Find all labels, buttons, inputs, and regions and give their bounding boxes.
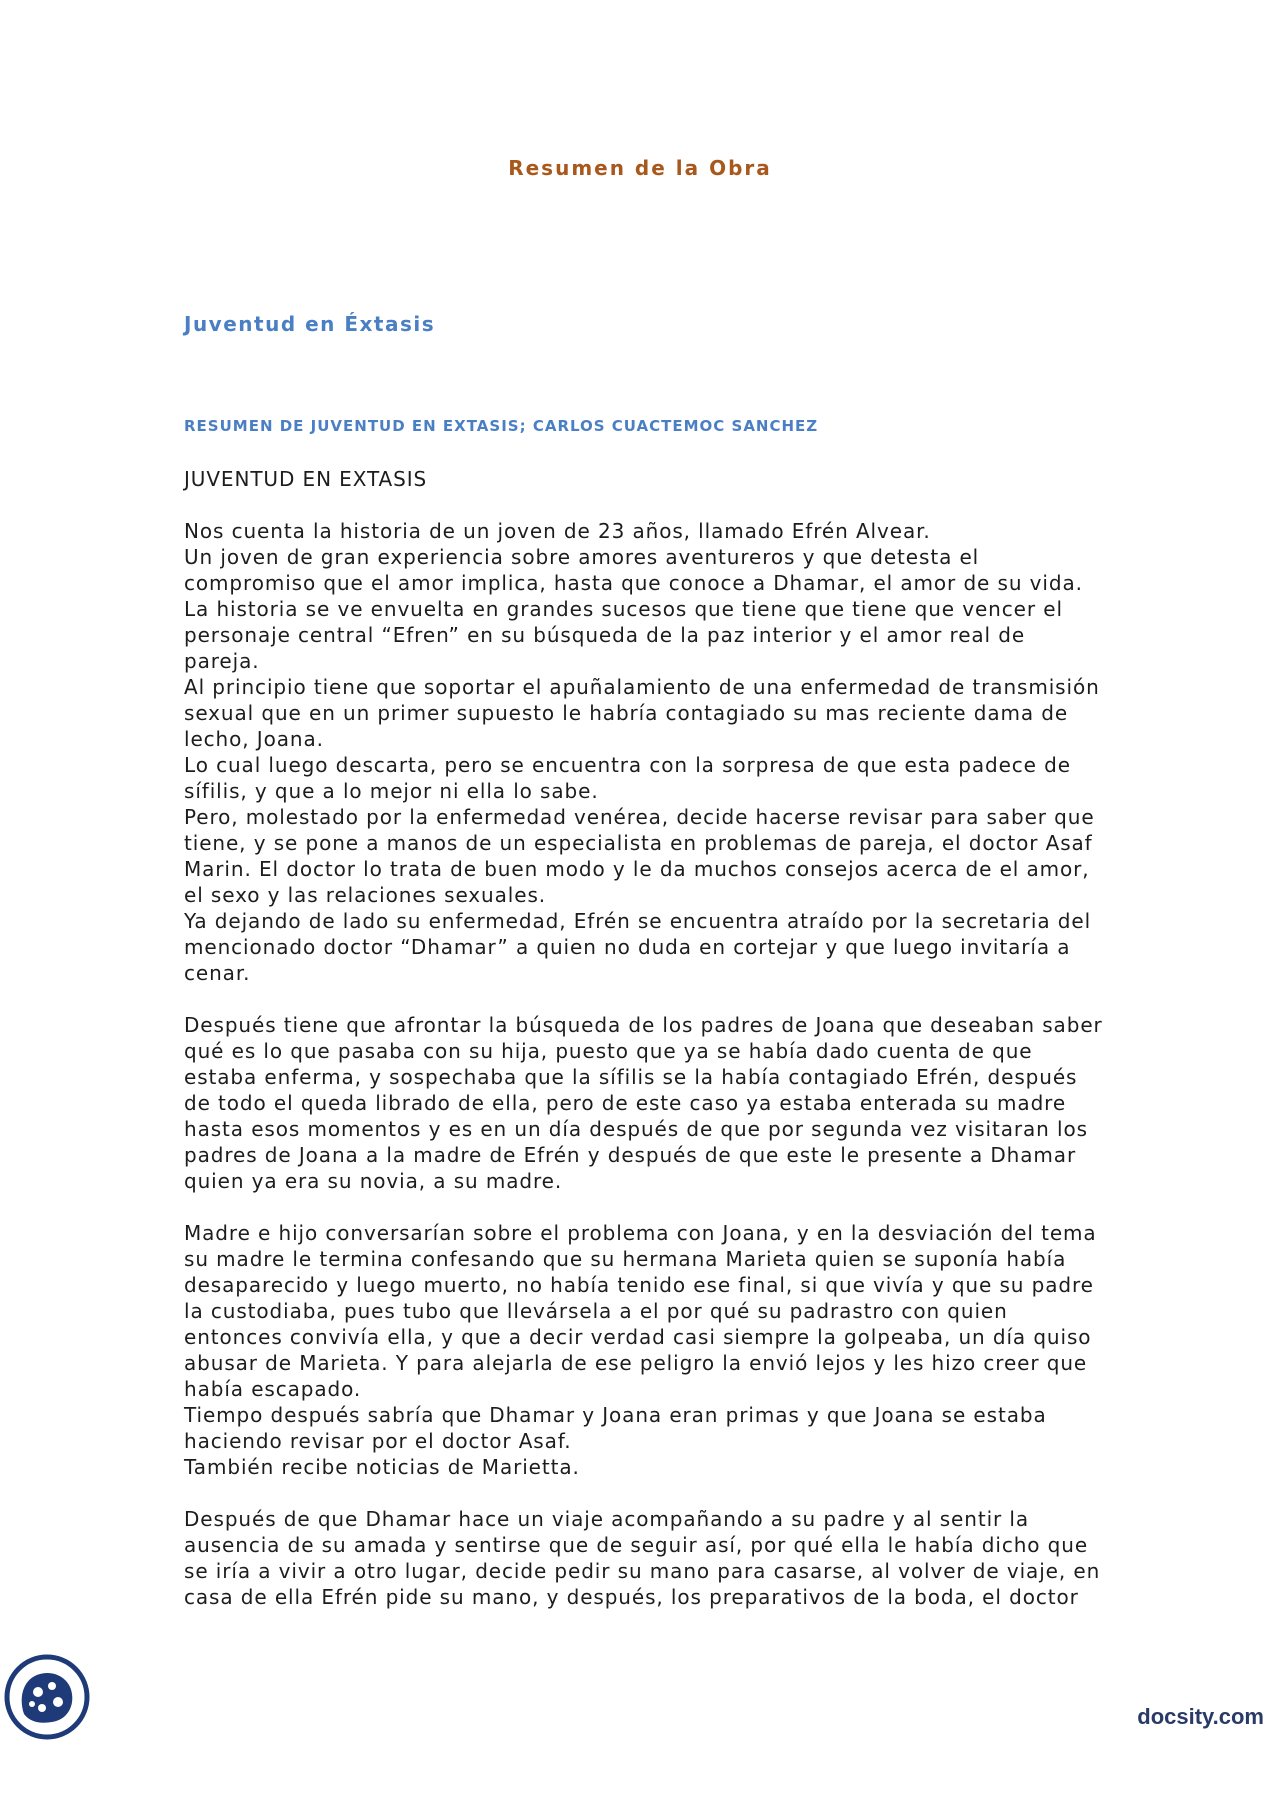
- body-line: quien ya era su novia, a su madre.: [184, 1169, 563, 1193]
- body-line: Un joven de gran experiencia sobre amores aventureros y que detesta el: [184, 545, 980, 569]
- document-body: [184, 466, 1114, 1610]
- body-line: desaparecido y luego muerto, no había tenido ese final, si que vivía y que su padre: [184, 1273, 1094, 1297]
- body-line: [184, 986, 1114, 1012]
- body-line: haciendo revisar por el doctor Asaf.: [184, 1429, 572, 1453]
- body-line: el sexo y las relaciones sexuales.: [184, 883, 547, 907]
- body-line: Al principio tiene que soportar el apuñalamiento de una enfermedad de transmisión: [184, 675, 1100, 699]
- body-line: Marin. El doctor lo trata de buen modo y le da muchos consejos acerca de el amor,: [184, 857, 1090, 881]
- body-line: mencionado doctor “Dhamar” a quien no duda en cortejar y que luego invitaría a: [184, 935, 1071, 959]
- docsity-brand-link[interactable]: docsity.com: [1137, 1704, 1264, 1729]
- body-line: de todo el queda librado de ella, pero de este caso ya estaba enterada su madre: [184, 1091, 1067, 1115]
- body-line: Nos cuenta la historia de un joven de 23 años, llamado Efrén Alvear.: [184, 519, 931, 543]
- body-line: [184, 1480, 1114, 1506]
- body-line: entonces convivía ella, y que a decir verdad casi siempre la golpeaba, un día quiso: [184, 1325, 1092, 1349]
- body-line: su madre le termina confesando que su hermana Marieta quien se suponía había: [184, 1247, 1067, 1271]
- body-line: compromiso que el amor implica, hasta que conoce a Dhamar, el amor de su vida.: [184, 571, 1083, 595]
- body-line: había escapado.: [184, 1377, 362, 1401]
- body-line: lecho, Joana.: [184, 727, 324, 751]
- body-line: padres de Joana a la madre de Efrén y después de que este le presente a Dhamar: [184, 1143, 1077, 1167]
- body-line: abusar de Marieta. Y para alejarla de ese peligro la envió lejos y les hizo creer que: [184, 1351, 1088, 1375]
- body-line: hasta esos momentos y es en un día después de que por segunda vez visitaran los: [184, 1117, 1088, 1141]
- body-line: pareja.: [184, 649, 260, 673]
- body-line: sexual que en un primer supuesto le habría contagiado su mas reciente dama de: [184, 701, 1069, 725]
- body-line: Tiempo después sabría que Dhamar y Joana eran primas y que Joana se estaba: [184, 1403, 1047, 1427]
- body-line: JUVENTUD EN EXTASIS: [184, 467, 428, 491]
- body-line: Madre e hijo conversarían sobre el problema con Joana, y en la desviación del tema: [184, 1221, 1097, 1245]
- subheading: RESUMEN DE JUVENTUD EN EXTASIS; CARLOS CUACTEMOC SANCHEZ: [184, 417, 819, 435]
- body-line: personaje central “Efren” en su búsqueda de la paz interior y el amor real de: [184, 623, 1026, 647]
- body-line: sífilis, y que a lo mejor ni ella lo sabe.: [184, 779, 599, 803]
- body-line: Después de que Dhamar hace un viaje acompañando a su padre y al sentir la: [184, 1507, 1030, 1531]
- body-line: la custodiaba, pues tubo que llevársela a el por qué su padrastro con quien: [184, 1299, 1008, 1323]
- body-line: ausencia de su amada y sentirse que de seguir así, por qué ella le había dicho que: [184, 1533, 1089, 1557]
- body-line: Después tiene que afrontar la búsqueda de los padres de Joana que deseaban saber: [184, 1013, 1103, 1037]
- body-line: se iría a vivir a otro lugar, decide pedir su mano para casarse, al volver de viaje, en: [184, 1559, 1101, 1583]
- body-line: Pero, molestado por la enfermedad venérea, decide hacerse revisar para saber que: [184, 805, 1095, 829]
- body-line: qué es lo que pasaba con su hija, puesto que ya se había dado cuenta de que: [184, 1039, 1033, 1063]
- body-line: [184, 1194, 1114, 1220]
- docsity-logo-graphic: [4, 1654, 90, 1740]
- body-line: estaba enferma, y sospechaba que la sífilis se la había contagiado Efrén, después: [184, 1065, 1078, 1089]
- body-line: casa de ella Efrén pide su mano, y después, los preparativos de la boda, el doctor: [184, 1585, 1079, 1609]
- body-line: La historia se ve envuelta en grandes sucesos que tiene que tiene que vencer el: [184, 597, 1063, 621]
- docsity-logo-icon[interactable]: [4, 1654, 90, 1740]
- document-title: Resumen de la Obra: [508, 156, 772, 180]
- body-line: Ya dejando de lado su enfermedad, Efrén se encuentra atraído por la secretaria del: [184, 909, 1092, 933]
- body-line: Lo cual luego descarta, pero se encuentra con la sorpresa de que esta padece de: [184, 753, 1071, 777]
- section-heading: Juventud en Éxtasis: [184, 312, 436, 336]
- body-line: tiene, y se pone a manos de un especialista en problemas de pareja, el doctor Asaf: [184, 831, 1093, 855]
- body-line: También recibe noticias de Marietta.: [184, 1455, 580, 1479]
- body-line: cenar.: [184, 961, 251, 985]
- body-line: [184, 492, 1114, 518]
